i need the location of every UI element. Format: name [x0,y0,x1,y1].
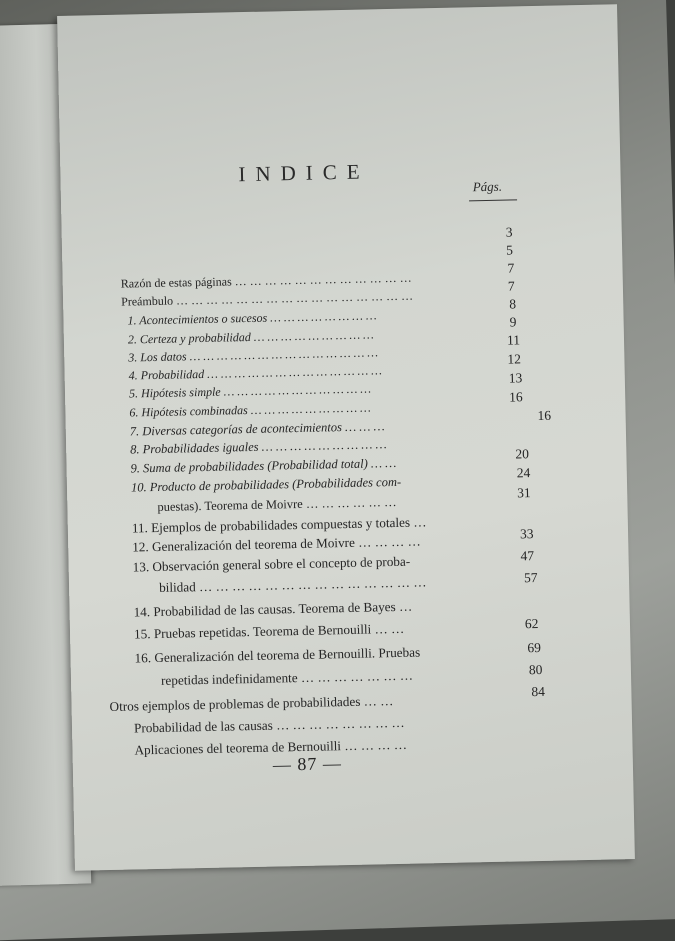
toc-page-number: 16 [537,407,552,423]
toc-entry: 7. Diversas categorías de acontecimientos … … … [129,419,385,439]
page-title: INDICE [238,159,370,187]
table-of-contents [57,4,635,871]
toc-page-number: 9 [509,314,517,330]
toc-entry: 11. Ejemplos de probabilidades compuestas y totales … [131,514,427,536]
toc-entry: 9. Suma de probabilidades (Probabilidad total) … … [130,455,397,476]
toc-entry: 14. Probabilidad de las causas. Teorema de Bayes … [133,598,413,620]
toc-page-number: 57 [523,570,538,586]
toc-entry: 6. Hipótesis combinadas … … … … … … … … … [129,400,371,420]
toc-page-number: 80 [528,661,543,678]
toc-page-number: 31 [517,485,531,501]
toc-page-number: 7 [507,278,515,294]
toc-entry: puestas). Teorema de Moivre … … … … … … [157,494,397,514]
toc-page-number: 8 [509,296,517,312]
toc-entry: 4. Probabilidad … … … … … … … … … … … … … [128,363,383,383]
toc-page-number: 16 [509,389,523,405]
toc-page-number: 5 [505,242,514,258]
page-number-footer: — 87 — [272,753,343,775]
toc-page-number: 84 [531,683,546,700]
book-page [57,4,635,871]
toc-entry: Razón de estas páginas … … … … … … … … … … … … [120,270,412,291]
toc-page-number: 20 [515,446,530,462]
toc-page-number: 47 [520,548,535,564]
pages-column-label: Págs. [472,178,503,195]
toc-page-number: 3 [505,224,513,240]
toc-entry: 15. Pruebas repetidas. Teorema de Bernouilli … … [133,620,405,642]
toc-page-number: 62 [524,616,539,632]
toc-page-number: 7 [507,260,515,276]
toc-page-number: 11 [506,332,521,348]
toc-entry: 5. Hipótesis simple … … … … … … … … … … … [128,381,372,401]
toc-entry: Preámbulo … … … … … … … … … … … … … … … … [120,288,414,309]
toc-entry: 10. Producto de probabilidades (Probabilidades com- [130,474,402,495]
toc-entry: 1. Acontecimientos o sucesos … … … … … … … … [127,308,377,328]
toc-entry: repetidas indefinidamente … … … … … … … [160,667,414,688]
toc-entry: Otros ejemplos de problemas de probabilidades … … [109,693,394,715]
toc-page-number: 13 [508,370,523,386]
toc-entry: 12. Generalización del teorema de Moivre … … … … [132,533,421,555]
toc-page-number: 12 [507,351,522,367]
toc-entry: 3. Los datos … … … … … … … … … … … … … … [128,345,379,365]
toc-page-number: 69 [527,639,542,656]
toc-entry: 13. Observación general sobre el concepto de proba- [132,553,411,575]
toc-entry: bilidad … … … … … … … … … … … … … … [158,574,427,595]
toc-entry: Probabilidad de las causas … … … … … … … … [133,714,405,736]
toc-entry: 2. Certeza y probabilidad … … … … … … … … … [127,327,374,347]
toc-page-number: 33 [519,526,534,542]
toc-entry: Aplicaciones del teorema de Bernouilli … … … … [134,736,408,758]
toc-entry: 16. Generalización del teorema de Bernouilli. Pruebas [134,644,421,666]
toc-entry: 8. Probabilidades iguales … … … … … … … … … [130,437,387,457]
toc-page-number: 24 [516,465,531,481]
